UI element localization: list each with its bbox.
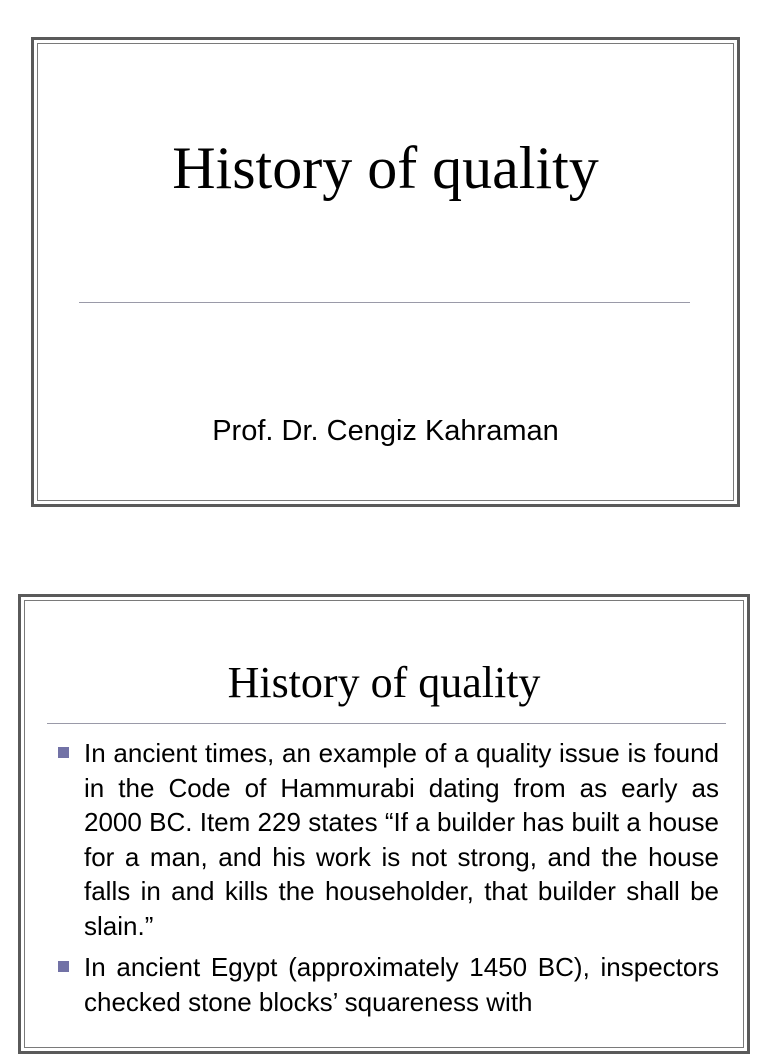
slide-2 bbox=[18, 594, 750, 1054]
slide-2-bullet-list bbox=[55, 736, 719, 1026]
bullet-text: In ancient times, an example of a quality issue is found in the Code of Hammurabi dating from as early as 2000 BC. Item 229 states “If a builder has built a house for a man, and his work is not strong, and the house falls in and kills the householder, that builder shall be slain.” bbox=[84, 738, 719, 941]
slide-1-subtitle: Prof. Dr. Cengiz Kahraman bbox=[212, 415, 559, 447]
bullet-item-egypt bbox=[55, 950, 719, 1019]
square-bullet-icon bbox=[58, 961, 69, 972]
slide-1-title: History of quality bbox=[172, 135, 599, 201]
slide-1 bbox=[31, 37, 740, 507]
slide-2-divider bbox=[47, 723, 726, 724]
square-bullet-icon bbox=[58, 747, 69, 758]
bullet-text: In ancient Egypt (approximately 1450 BC), inspectors checked stone blocks’ squareness with bbox=[84, 952, 719, 1017]
slide-1-divider bbox=[79, 302, 690, 303]
slide-2-title: History of quality bbox=[227, 658, 541, 707]
bullet-item-hammurabi bbox=[55, 736, 719, 943]
